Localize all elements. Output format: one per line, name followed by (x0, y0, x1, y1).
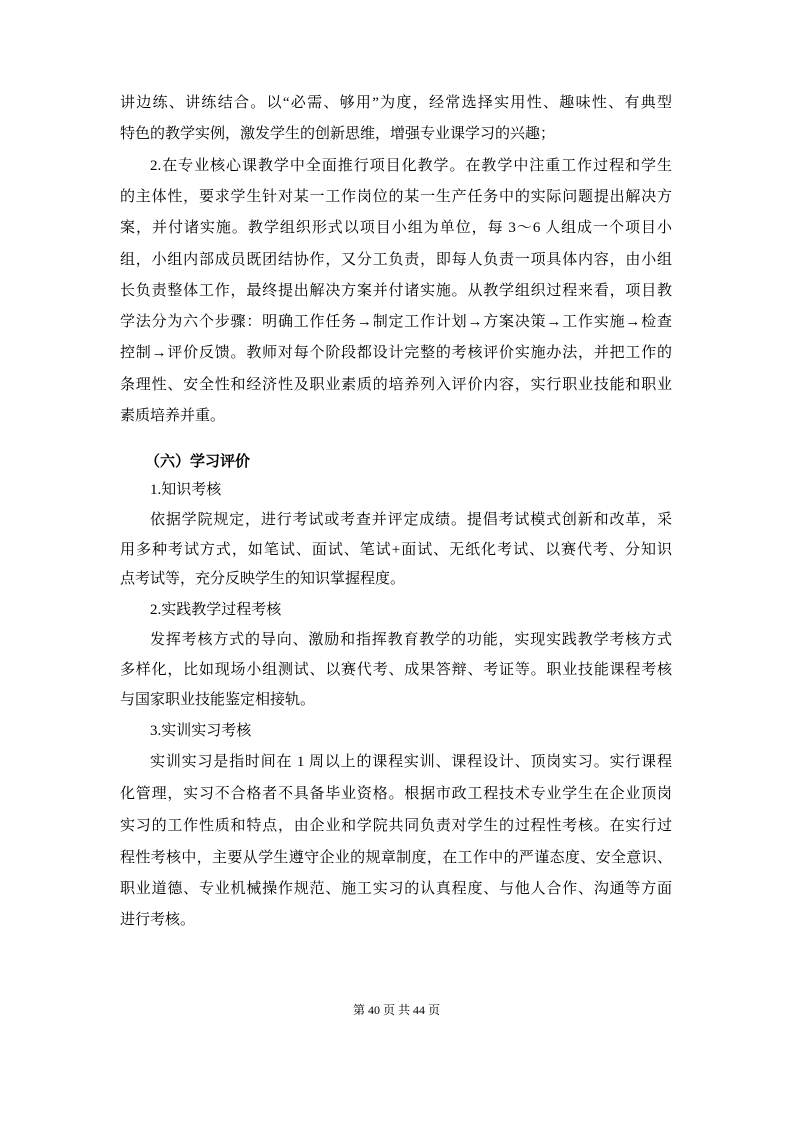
paragraph-line: 特色的教学实例，激发学生的创新思维，增强专业课学习的兴趣； (120, 126, 556, 142)
paragraph-line: 控制→评价反馈。教师对每个阶段都设计完整的考核评价实施办法，并把工作的 (120, 345, 672, 361)
page-number-footer: 第 40 页 共 44 页 (352, 1003, 440, 1017)
paragraph-line: 案，并付诸实施。教学组织形式以项目小组为单位，每 3～6 人组成一个项目小 (120, 220, 672, 236)
paragraph-line: 点考试等，充分反映学生的知识掌握程度。 (120, 571, 406, 587)
paragraph-line: 素质培养并重。 (120, 408, 226, 424)
paragraph-line: 多样化，比如现场小组测试、以赛代考、成果答辩、考证等。职业技能课程考核 (120, 662, 672, 678)
paragraph-line: 化管理，实习不合格者不具备毕业资格。根据市政工程技术专业学生在企业顶岗 (120, 786, 672, 802)
paragraph-line: 进行考核。 (120, 912, 196, 928)
paragraph-line: 实训实习是指时间在 1 周以上的课程实训、课程设计、顶岗实习。实行课程 (150, 754, 672, 770)
subsection-title: 3.实训实习考核 (150, 723, 252, 739)
paragraph-line: 与国家职业技能鉴定相接轨。 (120, 692, 316, 708)
paragraph-line: 发挥考核方式的导向、激励和指挥教育教学的功能，实现实践教学考核方式 (150, 632, 672, 648)
paragraph-line: 程性考核中，主要从学生遵守企业的规章制度，在工作中的严谨态度、安全意识、 (120, 850, 672, 866)
paragraph-line: 组，小组内部成员既团结协作，又分工负责，即每人负责一项具体内容，由小组 (120, 252, 672, 268)
paragraph-line: 条理性、安全性和经济性及职业素质的培养列入评价内容，实行职业技能和职业 (120, 377, 672, 393)
paragraph-line: 长负责整体工作，最终提出解决方案并付诸实施。从教学组织过程来看，项目教 (120, 283, 672, 299)
paragraph-line: 2.在专业核心课教学中全面推行项目化教学。在教学中注重工作过程和学生 (150, 158, 672, 174)
paragraph-line: 职业道德、专业机械操作规范、施工实习的认真程度、与他人合作、沟通等方面 (120, 881, 672, 897)
subsection-title: 2.实践教学过程考核 (150, 602, 282, 618)
paragraph-line: 实习的工作性质和特点，由企业和学院共同负责对学生的过程性考核。在实行过 (120, 818, 672, 834)
subsection-title: 1.知识考核 (150, 482, 222, 498)
section-heading: （六）学习评价 (145, 452, 251, 470)
paragraph-line: 用多种考试方式，如笔试、面试、笔试+面试、无纸化考试、以赛代考、分知识 (120, 542, 672, 558)
paragraph-line: 讲边练、讲练结合。以“必需、够用”为度，经常选择实用性、趣味性、有典型 (120, 95, 672, 111)
paragraph-line: 依据学院规定，进行考试或考查并评定成绩。提倡考试模式创新和改革，采 (150, 512, 672, 528)
paragraph-line: 学法分为六个步骤：明确工作任务→制定工作计划→方案决策→工作实施→检查 (120, 314, 672, 330)
paragraph-line: 的主体性，要求学生针对某一工作岗位的某一生产任务中的实际问题提出解决方 (120, 189, 672, 205)
